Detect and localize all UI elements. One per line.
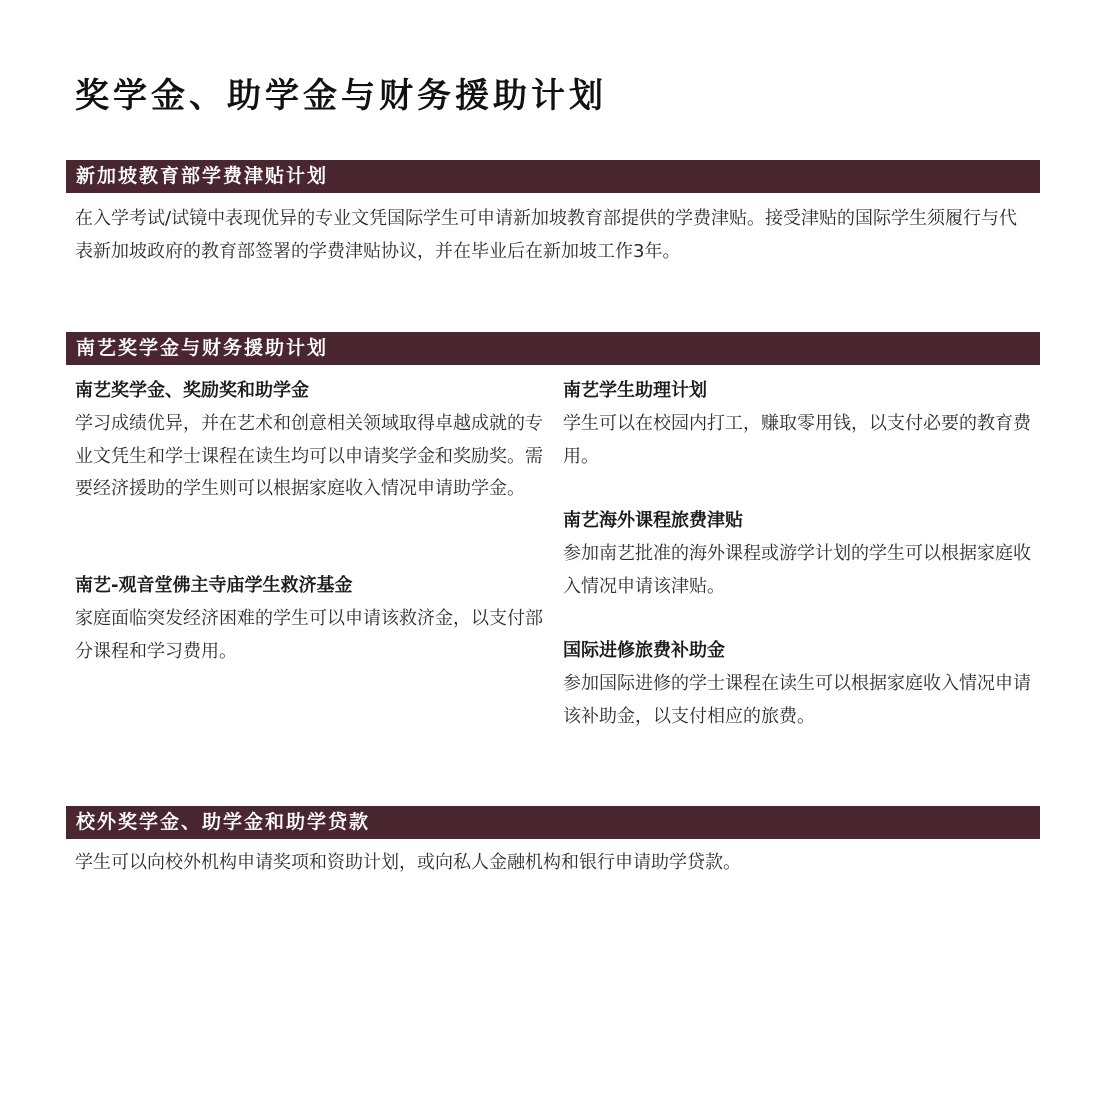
international-exchange-travel-grant-title: 国际进修旅费补助金 [563, 640, 725, 661]
international-exchange-travel-grant-body: 参加国际进修的学士课程在读生可以根据家庭收入情况申请该补助金，以支付相应的旅费。 [563, 673, 1031, 727]
section-heading-external-scholarships: 校外奖学金、助学金和助学贷款 [66, 806, 1040, 839]
student-assistant-scheme-title: 南艺学生助理计划 [563, 380, 707, 401]
moe-tuition-grant-body: 在入学考试/试镜中表现优异的专业文凭国际学生可申请新加坡教育部提供的学费津贴。接受津贴的国际学生须履行与代表新加坡政府的教育部签署的学费津贴协议，并在毕业后在新加坡工作3年。 [75, 208, 1018, 262]
overseas-travel-allowance-body: 参加南艺批准的海外课程或游学计划的学生可以根据家庭收入情况申请该津贴。 [563, 543, 1031, 597]
nafa-relief-fund-body: 家庭面临突发经济困难的学生可以申请该救济金，以支付部分课程和学习费用。 [75, 608, 543, 662]
nafa-relief-fund-title: 南艺-观音堂佛主寺庙学生救济基金 [75, 575, 353, 596]
overseas-travel-allowance-title: 南艺海外课程旅费津贴 [563, 510, 743, 531]
external-scholarships-body: 学生可以向校外机构申请奖项和资助计划，或向私人金融机构和银行申请助学贷款。 [75, 852, 741, 873]
page-title: 奖学金、助学金与财务援助计划 [75, 76, 607, 116]
nafa-scholarship-award-bursary-body: 学习成绩优异，并在艺术和创意相关领域取得卓越成就的专业文凭生和学士课程在读生均可以申请奖学金和奖励奖。需要经济援助的学生则可以根据家庭收入情况申请助学金。 [75, 413, 543, 499]
student-assistant-scheme-body: 学生可以在校园内打工，赚取零用钱，以支付必要的教育费用。 [563, 413, 1031, 467]
section-heading-nafa-scholarships: 南艺奖学金与财务援助计划 [66, 332, 1040, 365]
section-heading-moe-tuition-grant: 新加坡教育部学费津贴计划 [66, 160, 1040, 193]
nafa-scholarship-award-bursary-title: 南艺奖学金、奖励奖和助学金 [75, 380, 309, 401]
